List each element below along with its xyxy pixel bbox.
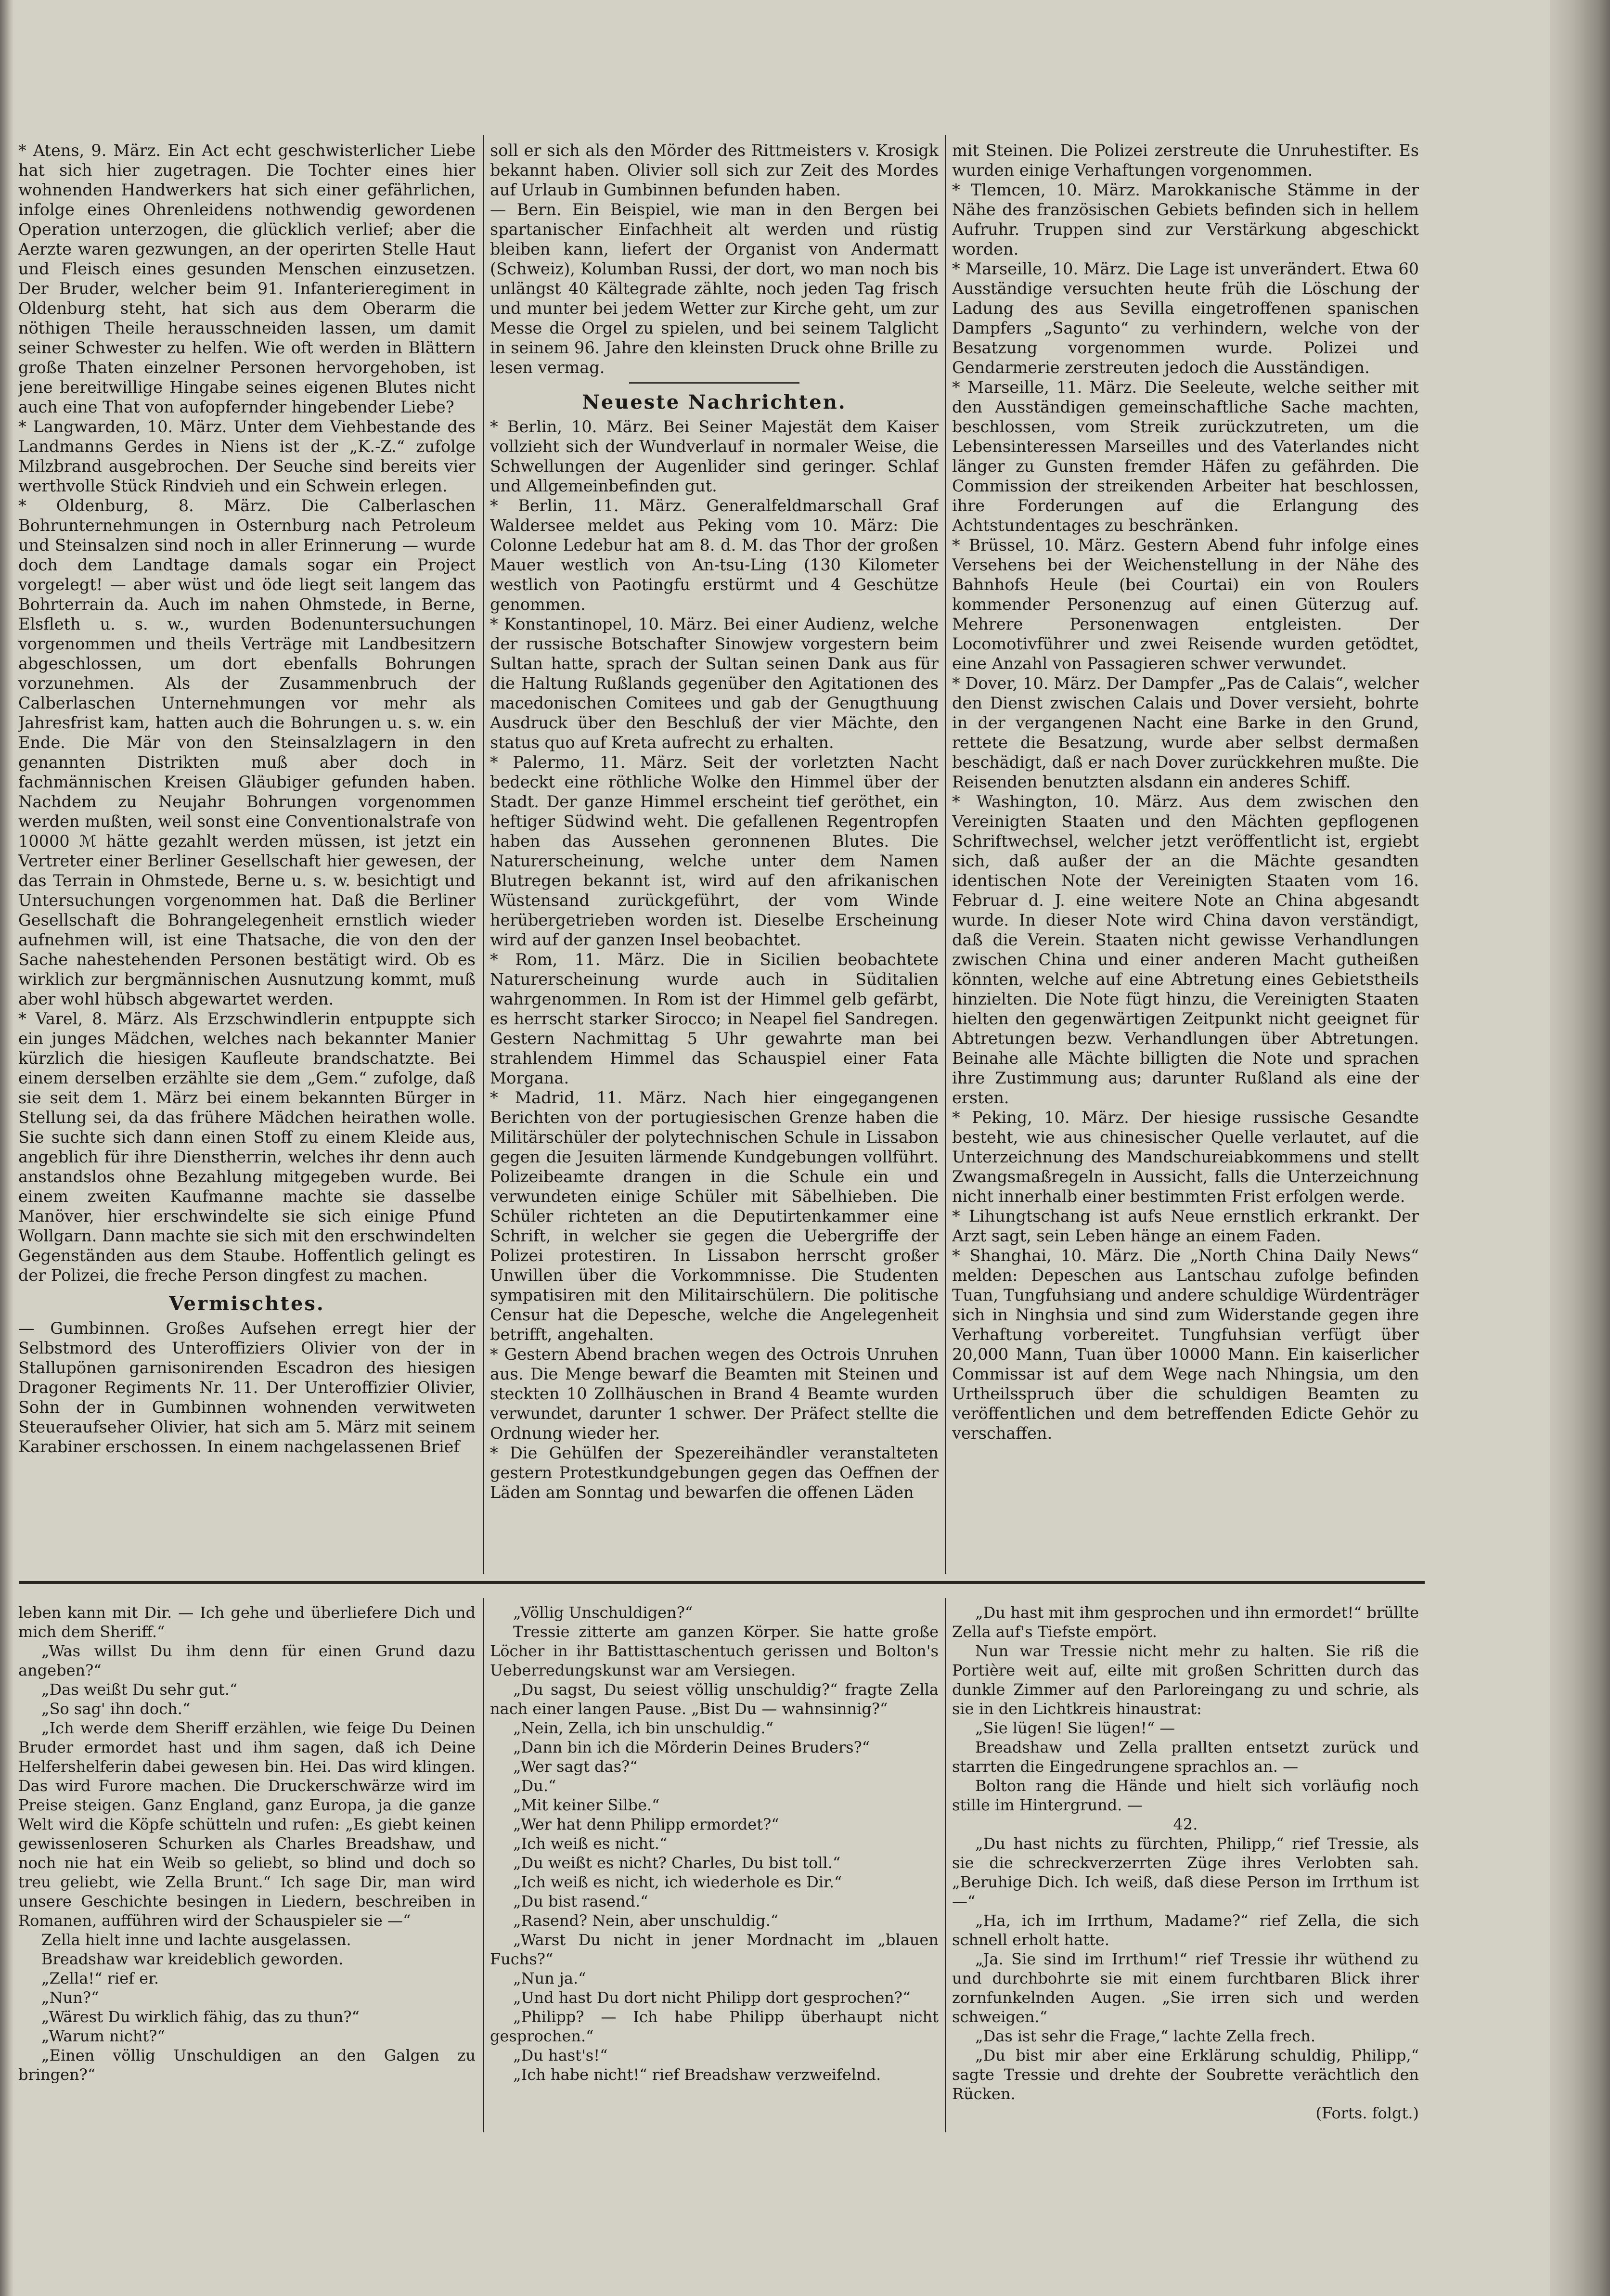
short-rule	[629, 382, 799, 384]
feuilleton-line: Zella hielt inne und lachte ausgelassen.	[41, 1931, 351, 1949]
news-marseille-2: * Marseille, 11. März. Die Seeleute, welche seither mit den Ausständigen gemeinschaftliche Sache machten, beschlossen, vom Streik zurückzutreten, um die Lebensinteressen Marseilles und des Vaterlandes nicht länger zu Gunsten fremder Häfen zu gefährden. Die Commission der streikenden Arbeiter hat beschlossen, ihre Forderungen auf die Erlangung des Achtstundentages zu beschränken.	[952, 378, 1419, 535]
feuilleton-line: „Und hast Du dort nicht Philipp dort gesprochen?“	[513, 1988, 911, 2007]
feuilleton-line: „Einen völlig Unschuldigen an den Galgen zu bringen?“	[18, 2046, 476, 2084]
news-peking: * Peking, 10. März. Der hiesige russische Gesandte besteht, wie aus chinesischer Quelle verlautet, auf die Unterzeichnung des Mandschureiabkommens und stellt Zwangsmaßregeln in Aussicht, falls die Unterzeichnung nicht innerhalb einer bestimmten Frist erfolgen werde.	[952, 1108, 1419, 1206]
feuilleton-line: Breadshaw war kreideblich geworden.	[41, 1950, 344, 1968]
feuilleton-line: „Sie lügen! Sie lügen!“ —	[975, 1719, 1175, 1737]
page-shadow-left	[0, 0, 13, 2296]
article-atens: * Atens, 9. März. Ein Act echt geschwisterlicher Liebe hat sich hier zugetragen. Die Tochter eines hier wohnenden Handwerkers hat sich einer gefährlichen, infolge eines Ohrenleidens nothwendig gewordenen Operation unterzogen, die glücklich verlief; aber die Aerzte waren gezwungen, an der operirten Stelle Haut und Fleisch eines gesunden Menschen einzusetzen. Der Bruder, welcher beim 91. Infanterieregiment in Oldenburg steht, hat sich aus dem Oberarm die nöthigen Theile herausschneiden lassen, um damit seiner Schwester zu helfen. Wie oft werden in Blättern große Thaten einzelner Personen hervorgehoben, ist jene bereitwillige Hingabe seines eigenen Blutes nicht auch eine That von aufopfernder hingebender Liebe?	[18, 141, 476, 416]
news-tlemcen: * Tlemcen, 10. März. Marokkanische Stämme in der Nähe des französischen Gebiets befinden sich in hellem Aufruhr. Truppen sind zur Verstärkung abgeschickt worden.	[952, 181, 1419, 258]
feuilleton-line: „Völlig Unschuldigen?“	[513, 1603, 693, 1622]
feuilleton-line: „Ich weiß es nicht.“	[513, 1834, 668, 1853]
news-spezereihaendler: * Die Gehülfen der Spezereihändler veranstalteten gestern Protestkundgebungen gegen das Oeffnen der Läden am Sonntag und bewarfen die offenen Läden	[490, 1444, 939, 1502]
feuilleton-line: „Rasend? Nein, aber unschuldig.“	[513, 1911, 779, 1930]
news-berlin-1: * Berlin, 10. März. Bei Seiner Majestät dem Kaiser vollzieht sich der Wundverlauf in normaler Weise, die Schwellungen der Augenlider sind geringer. Schlaf und Allgemeinbefinden gut.	[490, 417, 939, 495]
feuilleton-line: „Dann bin ich die Mörderin Deines Bruders?“	[513, 1738, 870, 1756]
news-dover: * Dover, 10. März. Der Dampfer „Pas de Calais“, welcher den Dienst zwischen Calais und Dover versieht, bohrte in der vergangenen Nacht eine Barke in den Grund, rettete die Besatzung, wurde aber selbst dermaßen beschädigt, daß er nach Dover zurückkehren mußte. Die Reisenden benutzten alsdann ein anderes Schiff.	[952, 674, 1419, 791]
feuilleton-line: „Ich werde dem Sheriff erzählen, wie feige Du Deinen Bruder ermordet hast und ihm sagen, daß ich Deine Helfershelferin dabei gewesen bin. Hei. Das wird klingen. Das wird Furore machen. Die Druckerschwärze wird im Preise steigen. Ganz England, ganz Europa, ja die ganze Welt wird die Köpfe schütteln und rufen: „Es giebt keinen gewissenloseren Schurken als Charles Breadshaw, und noch nie hat ein Weib so geliebt, so blind und doch so treu geliebt, wie Zella Brunt.“ Ich sage Dir, man wird unsere Geschichte besingen in Liedern, beschreiben in Romanen, aufführen wird der Schauspieler sie —“	[18, 1719, 476, 1930]
feuilleton-line: „Du sagst, Du seiest völlig unschuldig?“ fragte Zella nach einer langen Pause. „Bist Du — wahnsinnig?“	[490, 1680, 939, 1718]
feuilleton-line: „Warst Du nicht in jener Mordnacht im „blauen Fuchs?“	[490, 1931, 939, 1968]
article-varel: * Varel, 8. März. Als Erzschwindlerin entpuppte sich ein junges Mädchen, welches nach bekannter Manier kürzlich die hiesigen Kaufleute brandschatzte. Bei einem derselben erzählte sie dem „Gem.“ zufolge, daß sie seit dem 1. März bei einem bekannten Bürger in Stellung sei, da das frühere Mädchen heirathen wolle. Sie suchte sich dann einen Stoff zu einem Kleide aus, angeblich für ihre Dienstherrin, welches ihr denn auch anstandslos ohne Bezahlung mitgegeben wurde. Bei einem zweiten Kaufmanne machte sie dasselbe Manöver, hier erschwindelte sie sich einige Pfund Wollgarn. Dann machte sie sich mit den erschwindelten Gegenständen aus dem Staube. Hoffentlich gelingt es der Polizei, die freche Person dingfest zu machen.	[18, 1009, 476, 1285]
feuilleton-column-2	[490, 1603, 939, 2132]
news-washington: * Washington, 10. März. Aus dem zwischen den Vereinigten Staaten und den Mächten gepflogenen Schriftwechsel, welcher jetzt veröffentlicht ist, ergiebt sich, daß außer der an die Mächte gesandten identischen Note der Vereinigten Staaten vom 16. Februar d. J. eine weitere Note an China abgesandt wurde. In dieser Note wird China davon verständigt, daß die Verein. Staaten nicht gewisse Verhandlungen zwischen China und einer anderen Macht gutheißen könnten, welche auf eine Abtretung eines Gebietstheils hinzielten. Die Note fügt hinzu, die Vereinigten Staaten hielten den gegenwärtigen Zeitpunkt nicht geeignet für Abtretungen bezw. Verhandlungen über Abtretungen. Beinahe alle Mächte billigten die Note und sprachen ihre Zustimmung aus; darunter Rußland als eine der ersten.	[952, 792, 1419, 1107]
feuilleton-line: „Was willst Du ihm denn für einen Grund dazu angeben?“	[18, 1642, 476, 1679]
feuilleton-line: Bolton rang die Hände und hielt sich vorläufig noch stille im Hintergrund. —	[952, 1777, 1419, 1814]
feuilleton-line: „Nun ja.“	[513, 1969, 586, 1987]
feuilleton-line: „Warum nicht?“	[41, 2027, 165, 2045]
column-2	[490, 141, 939, 1577]
news-berlin-2: * Berlin, 11. März. Generalfeldmarschall Graf Waldersee meldet aus Peking vom 10. März: Die Colonne Ledebur hat am 8. d. M. das Thor der großen Mauer westlich von An-tsu-Ling (130 Kilometer westlich von Paotingfu erstürmt und 4 Geschütze genommen.	[490, 496, 939, 614]
feuilleton-line: „So sag' ihn doch.“	[41, 1700, 191, 1718]
news-unruhestifter: mit Steinen. Die Polizei zerstreute die Unruhestifter. Es wurden einige Verhaftungen vorgenommen.	[952, 141, 1419, 180]
feuilleton-line: „Mit keiner Silbe.“	[513, 1796, 660, 1814]
page-binding-edge	[1550, 0, 1610, 2296]
news-palermo: * Palermo, 11. März. Seit der vorletzten Nacht bedeckt eine röthliche Wolke den Himmel über der Stadt. Der ganze Himmel erscheint tief geröthet, ein heftiger Südwind weht. Die gefallenen Regentropfen haben das Aussehen geronnenen Blutes. Die Naturerscheinung, welche unter dem Namen Blutregen bekannt ist, wird auf den afrikanischen Wüstensand zurückgeführt, der vom Winde herübergetrieben worden ist. Dieselbe Erscheinung wird auf der ganzen Insel beobachtet.	[490, 753, 939, 949]
feuilleton-line: „Ja. Sie sind im Irrthum!“ rief Tressie ihr wüthend zu und durchbohrte sie mit einem furchtbaren Blick ihrer zornfunkelnden Augen. „Sie irren sich und werden schweigen.“	[952, 1950, 1419, 2026]
article-bern: — Bern. Ein Beispiel, wie man in den Bergen bei spartanischer Einfachheit alt werden und rüstig bleiben kann, liefert der Organist von Andermatt (Schweiz), Kolumban Russi, der dort, wo man noch bis unlängst 40 Kältegrade zählte, noch jeden Tag frisch und munter bei jedem Wetter zur Kirche geht, um zur Messe die Orgel zu spielen, und bei seinem Talglicht in seinem 96. Jahre den kleinsten Druck ohne Brille zu lesen vermag.	[490, 200, 939, 377]
article-langwarden: * Langwarden, 10. März. Unter dem Viehbestande des Landmanns Gerdes in Niens ist der „K.-Z.“ zufolge Milzbrand ausgebrochen. Der Seuche sind bereits vier werthvolle Stück Rindvieh und ein Schwein erlegen.	[18, 417, 476, 495]
feuilleton-line: „Ich weiß es nicht, ich wiederhole es Dir.“	[513, 1873, 842, 1891]
news-rom: * Rom, 11. März. Die in Sicilien beobachtete Naturerscheinung wurde auch in Süditalien wahrgenommen. In Rom ist der Himmel gelb gefärbt, es herrscht starker Sirocco; in Neapel fiel Sandregen. Gestern Nachmittag 5 Uhr gewahrte man bei strahlendem Himmel das Schauspiel einer Fata Morgana.	[490, 950, 939, 1087]
news-madrid: * Madrid, 11. März. Nach hier eingegangenen Berichten von der portugiesischen Grenze haben die Militärschüler der polytechnischen Schule in Lissabon gegen die Jesuiten lärmende Kundgebungen vollführt. Polizeibeamte drangen in die Schule ein und verwundeten einige Schüler mit Säbelhieben. Die Schüler richteten an die Deputirtenkammer eine Schrift, in welcher sie gegen die Uebergriffe der Polizei protestiren. In Lissabon herrscht großer Unwillen über die Vorkommnisse. Die Studenten sympatisiren mit den Militairschülern. Die politische Censur hat die Depesche, welche die Angelegenheit betrifft, angehalten.	[490, 1088, 939, 1344]
feuilleton-separator	[19, 1581, 1425, 1584]
feuilleton-line: Nun war Tressie nicht mehr zu halten. Sie riß die Portière weit auf, eilte mit großen Schritten durch das dunkle Zimmer auf den Parloreingang zu und schrie, als sie in den Lichtkreis hinaustrat:	[952, 1642, 1419, 1718]
feuilleton-line: leben kann mit Dir. — Ich gehe und überliefere Dich und mich dem Sheriff.“	[18, 1603, 476, 1641]
feuilleton-line: „Nun?“	[41, 1988, 99, 2007]
news-lihungtschang: * Lihungtschang ist aufs Neue ernstlich erkrankt. Der Arzt sagt, sein Leben hänge an einem Faden.	[952, 1207, 1419, 1245]
feuilleton-line: Breadshaw und Zella prallten entsetzt zurück und starrten die Eingedrungene sprachlos an. —	[952, 1738, 1419, 1776]
feuilleton-rule-2	[945, 1598, 946, 2132]
column-rule-1	[483, 135, 484, 1574]
feuilleton-line: „Du hast mit ihm gesprochen und ihn ermordet!“ brüllte Zella auf's Tiefste empört.	[952, 1603, 1419, 1641]
news-konstantinopel: * Konstantinopel, 10. März. Bei einer Audienz, welche der russische Botschafter Sinowjew vorgestern beim Sultan hatte, sprach der Sultan seinen Dank aus für die Haltung Rußlands gegenüber den Agitationen des macedonischen Comitees und gab der Genugthuung Ausdruck über den Beschluß der vier Mächte, den status quo auf Kreta aufrecht zu erhalten.	[490, 615, 939, 752]
section-title-vermischtes: Vermischtes.	[169, 1292, 325, 1315]
feuilleton-line: Tressie zitterte am ganzen Körper. Sie hatte große Löcher in ihr Battisttaschentuch gerissen und Bolton's Ueberredungskunst war am Versiegen.	[490, 1623, 939, 1679]
feuilleton-line: „Philipp? — Ich habe Philipp überhaupt nicht gesprochen.“	[490, 2008, 939, 2045]
feuilleton-line: „Du.“	[513, 1777, 556, 1795]
feuilleton-line: „Du hast nichts zu fürchten, Philipp,“ rief Tressie, als sie die schreckverzerrten Züge ihres Verlobten sah. „Beruhige Dich. Ich weiß, daß diese Person im Irrthum ist —“	[952, 1834, 1419, 1910]
feuilleton-column-1	[18, 1603, 476, 2132]
feuilleton-line: „Wer sagt das?“	[513, 1757, 638, 1776]
article-gumbinnen-cont: soll er sich als den Mörder des Rittmeisters v. Krosigk bekannt haben. Olivier soll sich zur Zeit des Mordes auf Urlaub in Gumbinnen befunden haben.	[490, 141, 939, 199]
news-bruessel: * Brüssel, 10. März. Gestern Abend fuhr infolge eines Versehens bei der Weichenstellung in der Nähe des Bahnhofs Heule (bei Courtai) ein von Roulers kommender Personenzug auf einen Güterzug auf. Mehrere Personenwagen entgleisten. Der Locomotivführer und zwei Reisende wurden getödtet, eine Anzahl von Passagieren schwer verwundet.	[952, 536, 1419, 673]
feuilleton-line: „Wärest Du wirklich fähig, das zu thun?“	[41, 2008, 360, 2026]
news-octroi: * Gestern Abend brachen wegen des Octrois Unruhen aus. Die Menge bewarf die Beamten mit Steinen und steckten 10 Zollhäuschen in Brand 4 Beamte wurden verwundet, darunter 1 schwer. Der Präfect stellte die Ordnung wieder her.	[490, 1345, 939, 1443]
feuilleton-rule-1	[483, 1598, 484, 2132]
feuilleton-line: „Wer hat denn Philipp ermordet?“	[513, 1815, 779, 1833]
column-3	[952, 141, 1419, 1577]
feuilleton-line: „Ich habe nicht!“ rief Breadshaw verzweifelnd.	[513, 2065, 881, 2084]
feuilleton-line: „Das weißt Du sehr gut.“	[41, 1680, 238, 1699]
news-marseille-1: * Marseille, 10. März. Die Lage ist unverändert. Etwa 60 Ausständige versuchten heute früh die Löschung der Ladung des aus Sevilla eingetroffenen spanischen Dampfers „Sagunto“ zu verhindern, welche von der Besatzung vorgenommen wurde. Polizei und Gendarmerie zerstreuten jedoch die Ausständigen.	[952, 259, 1419, 377]
column-rule-2	[945, 135, 946, 1574]
feuilleton-line: „Ha, ich im Irrthum, Madame?“ rief Zella, die sich schnell erholt hatte.	[952, 1911, 1419, 1949]
section-title-neueste-nachrichten: Neueste Nachrichten.	[582, 391, 847, 413]
continuation-note: (Forts. folgt.)	[1315, 2104, 1419, 2122]
feuilleton-line: „Du weißt es nicht? Charles, Du bist toll.“	[513, 1854, 841, 1872]
feuilleton-line: „Zella!“ rief er.	[41, 1969, 159, 1987]
chapter-number: 42.	[1173, 1815, 1198, 1833]
feuilleton-line: „Du bist rasend.“	[513, 1892, 648, 1910]
feuilleton-line: „Du bist mir aber eine Erklärung schuldig, Philipp,“ sagte Tressie und drehte der Soubrette verächtlich den Rücken.	[952, 2046, 1419, 2103]
feuilleton-line: „Das ist sehr die Frage,“ lachte Zella frech.	[975, 2027, 1316, 2045]
news-shanghai: * Shanghai, 10. März. Die „North China Daily News“ melden: Depeschen aus Lantschau zufolge befinden Tuan, Tungfuhsiang und andere schuldige Würdenträger sich in Ninghsia und sind zum Widerstande gegen ihre Verhaftung vorbereitet. Tungfuhsian verfügt über 20,000 Mann, Tuan über 10000 Mann. Ein kaiserlicher Commissar ist auf dem Wege nach Nhingsia, um den Urtheilsspruch über die schuldigen Beamten zu veröffentlichen und dem betreffenden Edicte Gehör zu verschaffen.	[952, 1246, 1419, 1443]
feuilleton-line: „Du hast's!“	[513, 2046, 608, 2064]
column-1	[18, 141, 476, 1577]
article-gumbinnen: — Gumbinnen. Großes Aufsehen erregt hier der Selbstmord des Unteroffiziers Olivier von der in Stallupönen garnisonirenden Escadron des hiesigen Dragoner Regiments Nr. 11. Der Unteroffizier Olivier, Sohn der in Gumbinnen wohnenden verwitweten Steueraufseher Olivier, hat sich am 5. März mit seinem Karabiner erschossen. In einem nachgelassenen Brief	[18, 1319, 476, 1456]
feuilleton-line: „Nein, Zella, ich bin unschuldig.“	[513, 1719, 773, 1737]
article-oldenburg: * Oldenburg, 8. März. Die Calberlaschen Bohrunternehmungen in Osternburg nach Petroleum und Steinsalzen sind noch in aller Erinnerung — wurde doch dem Landtage damals sogar ein Project vorgelegt! — aber wüst und öde liegt seit langem das Bohrterrain da. Auch im nahen Ohmstede, in Berne, Elsfleth u. s. w., wurden Bodenuntersuchungen vorgenommen und theils Verträge mit Landbesitzern abgeschlossen, um dort ebenfalls Bohrungen vorzunehmen. Als der Zusammenbruch der Calberlaschen Unternehmungen vor mehr als Jahresfrist kam, hatten auch die Bohrungen u. s. w. ein Ende. Die Mär von den Steinsalzlagern in den genannten Distrikten muß aber doch in fachmännischen Kreisen Gläubiger gefunden haben. Nachdem zu Neujahr Bohrungen vorgenommen werden mußten, weil sonst eine Conventionalstrafe von 10000 ℳ hätte gezahlt werden müssen, ist jetzt ein Vertreter einer Berliner Gesellschaft hier gewesen, der das Terrain in Ohmstede, Berne u. s. w. besichtigt und Untersuchungen vorgenommen hat. Daß die Berliner Gesellschaft die Bohrangelegenheit ernstlich wieder aufnehmen will, ist eine Thatsache, die von den der Sache nahestehenden Personen bestätigt wird. Ob es wirklich zur bergmännischen Ausnutzung kommt, muß aber wohl hübsch abgewartet werden.	[18, 496, 476, 1008]
feuilleton-column-3	[952, 1603, 1419, 2132]
